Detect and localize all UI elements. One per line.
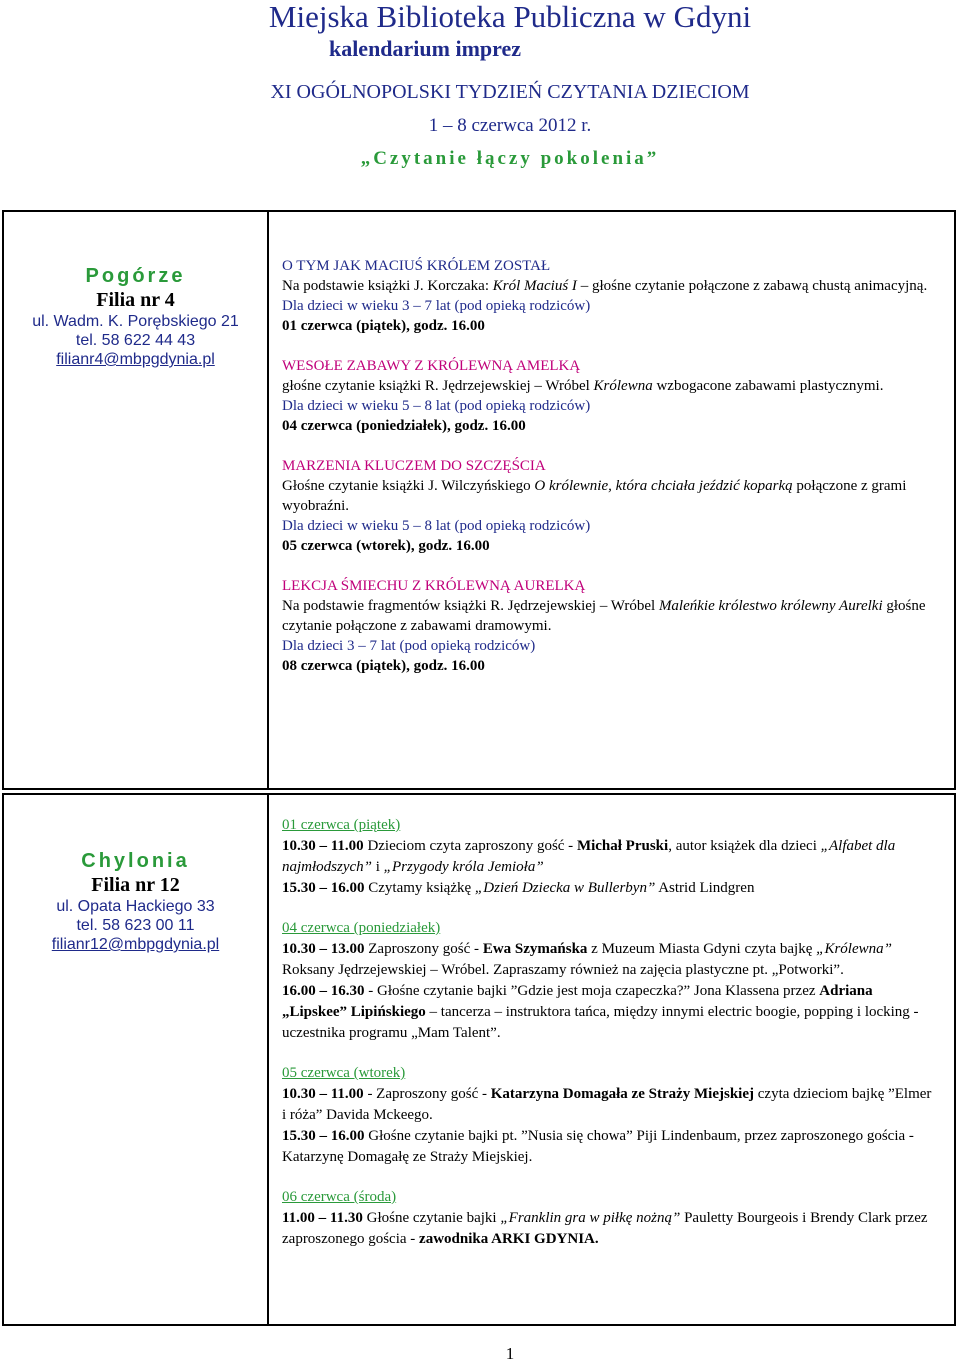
schedule-line: 10.30 – 11.00 - Zaproszony gość - Katarzyna Domagała ze Straży Miejskiej czyta dzieciom bajkę ”Elmer i róża” Davida Mckeego.: [282, 1086, 932, 1123]
filia4-location: [4, 264, 267, 369]
filia4-events: [282, 256, 932, 696]
filia4-phone: tel. 58 622 44 43: [75, 332, 196, 349]
page-subtitle: kalendarium imprez: [328, 36, 522, 61]
event-date: 04 czerwca (poniedziałek), godz. 16.00: [282, 418, 526, 434]
filia12-street: ul. Opata Hackiego 33: [56, 898, 215, 915]
schedule-day: [282, 1187, 932, 1250]
column-divider: [267, 212, 269, 788]
event-description: Na podstawie fragmentów książki R. Jędrzejewskiej – Wróbel Maleńkie królestwo królewny Aurelki głośne czytanie połączone z zabawami dramowymi.: [282, 598, 926, 634]
event-item: [282, 576, 932, 676]
event-date: 08 czerwca (piątek), godz. 16.00: [282, 658, 485, 674]
filia12-phone: tel. 58 623 00 11: [76, 917, 195, 934]
event-title: MARZENIA KLUCZEM DO SZCZĘŚCIA: [282, 458, 546, 474]
schedule-line: 16.00 – 16.30 - Głośne czytanie bajki ”Gdzie jest moja czapeczka?” Jona Klassena przez Adriana „Lipskee” Lipińskiego – tancerza – instruktora tańca, między innymi electric boogie, popping i locking - uczestnika programu „Mam Talent”.: [282, 983, 919, 1041]
event-description: Na podstawie książki J. Korczaka: Król Maciuś I – głośne czytanie połączone z zabawą chustą animacyjną.: [282, 278, 928, 294]
event-age: Dla dzieci 3 – 7 lat (pod opieką rodziców): [282, 638, 536, 654]
event-date: 01 czerwca (piątek), godz. 16.00: [282, 318, 485, 334]
schedule-day: [282, 918, 932, 1044]
filia12-email[interactable]: filianr12@mbpgdynia.pl: [51, 936, 220, 953]
event-title: LEKCJA ŚMIECHU Z KRÓLEWNĄ AURELKĄ: [282, 578, 586, 594]
event-age: Dla dzieci w wieku 3 – 7 lat (pod opieką rodziców): [282, 298, 591, 314]
day-heading: 05 czerwca (wtorek): [282, 1065, 406, 1081]
event-title: O TYM JAK MACIUŚ KRÓLEM ZOSTAŁ: [282, 258, 551, 274]
event-age: Dla dzieci w wieku 5 – 8 lat (pod opieką rodziców): [282, 398, 591, 414]
filia4-name: Pogórze: [85, 265, 186, 287]
filia4-street: ul. Wadm. K. Porębskiego 21: [32, 313, 239, 330]
event-dates: 1 – 8 czerwca 2012 r.: [428, 115, 592, 136]
schedule-line: 15.30 – 16.00 Głośne czytanie bajki pt. ”Nusia się chowa” Piji Lindenbaum, przez zaproszonego gościa - Katarzynę Domagałę ze Straży Miejskiej.: [282, 1128, 914, 1165]
filia4-number: Filia nr 4: [96, 289, 175, 311]
column-divider: [267, 795, 269, 1324]
filia4-email[interactable]: filianr4@mbpgdynia.pl: [56, 351, 215, 368]
day-heading: 04 czerwca (poniedziałek): [282, 920, 441, 936]
event-age: Dla dzieci w wieku 5 – 8 lat (pod opieką rodziców): [282, 518, 591, 534]
schedule-line: 15.30 – 16.00 Czytamy książkę „Dzień Dziecka w Bullerbyn” Astrid Lindgren: [282, 880, 755, 896]
filia12-location: [4, 849, 267, 954]
schedule-day: [282, 815, 932, 899]
filia12-table: [2, 793, 956, 1326]
page-number: 1: [505, 1344, 515, 1363]
filia12-number: Filia nr 12: [91, 874, 180, 896]
day-heading: 06 czerwca (środa): [282, 1189, 397, 1205]
filia4-table: [2, 210, 956, 790]
filia12-schedule: [282, 815, 932, 1269]
event-name: XI OGÓLNOPOLSKI TYDZIEŃ CZYTANIA DZIECIOM: [270, 81, 750, 103]
event-title: WESOŁE ZABAWY Z KRÓLEWNĄ AMELKĄ: [282, 358, 581, 374]
filia12-name: Chylonia: [81, 850, 190, 872]
schedule-line: 10.30 – 13.00 Zaproszony gość - Ewa Szymańska z Muzeum Miasta Gdyni czyta bajkę „Królewna” Roksany Jędrzejewskiej – Wróbel. Zapraszamy również na zajęcia plastyczne pt. „Potworki”.: [282, 941, 892, 978]
event-item: [282, 256, 932, 336]
schedule-line: 11.00 – 11.30 Głośne czytanie bajki „Franklin gra w piłkę nożną” Pauletty Bourgeois i Brendy Clark przez zaproszonego gościa - zawodnika ARKI GDYNIA.: [282, 1210, 928, 1247]
day-heading: 01 czerwca (piątek): [282, 817, 401, 833]
event-item: [282, 356, 932, 436]
event-motto: „Czytanie łączy pokolenia”: [360, 148, 660, 169]
schedule-line: 10.30 – 11.00 Dzieciom czyta zaproszony gość - Michał Pruski, autor książek dla dzieci „Alfabet dla najmłodszych” i „Przygody króla Jemioła”: [282, 838, 896, 875]
event-description: głośne czytanie książki R. Jędrzejewskiej – Wróbel Królewna wzbogacone zabawami plastycznymi.: [282, 378, 884, 394]
event-item: [282, 456, 932, 556]
event-date: 05 czerwca (wtorek), godz. 16.00: [282, 538, 490, 554]
page-title: Miejska Biblioteka Publiczna w Gdyni: [268, 0, 752, 34]
event-description: Głośne czytanie książki J. Wilczyńskiego O królewnie, która chciała jeździć koparką połączone z grami wyobraźni.: [282, 478, 907, 514]
schedule-day: [282, 1063, 932, 1168]
